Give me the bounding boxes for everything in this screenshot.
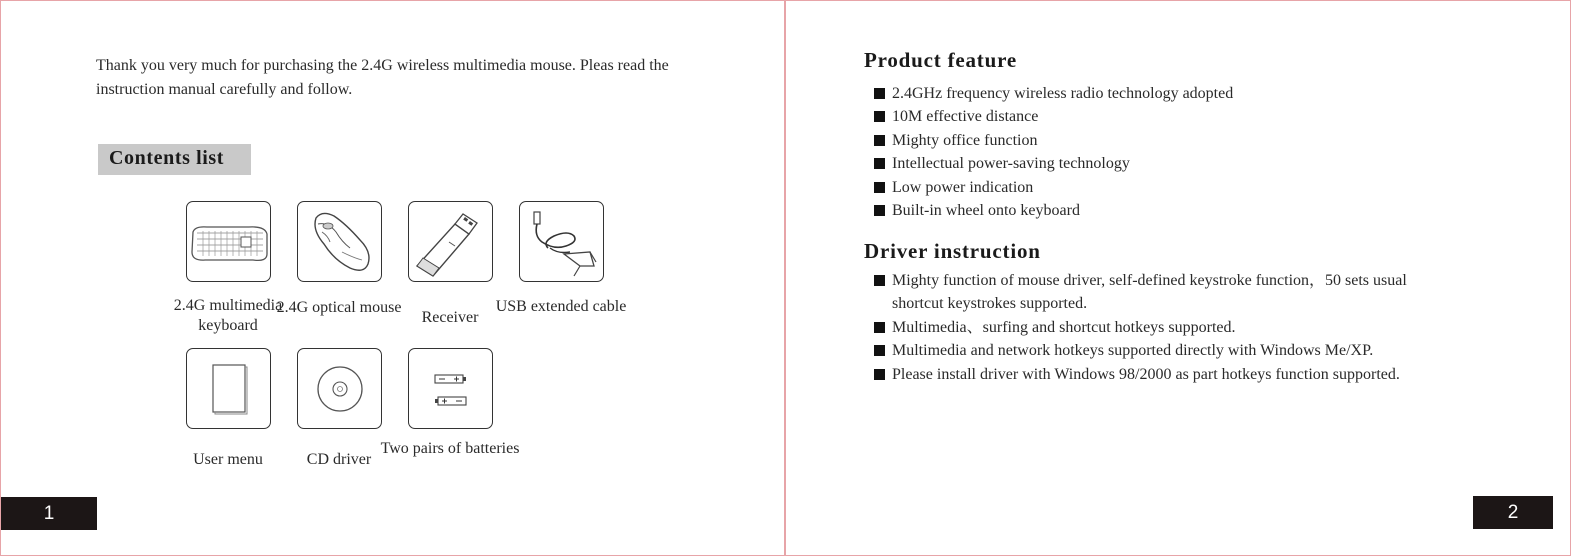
receiver-label: Receiver (421, 309, 479, 326)
left-page (0, 0, 786, 556)
driver-list (870, 269, 1450, 386)
usb-cable-label: USB extended cable (495, 298, 627, 315)
feature-item: Intellectual power-saving technology (870, 152, 1430, 175)
feature-item: 10M effective distance (870, 105, 1430, 128)
driver-instruction-heading: Driver instruction (864, 239, 1041, 263)
mouse-label: 2.4G optical mouse (276, 299, 402, 316)
keyboard-icon (186, 201, 271, 282)
driver-item: Please install driver with Windows 98/2000 as part hotkeys function supported. (870, 363, 1450, 386)
manual-icon (186, 348, 271, 429)
driver-item: Multimedia and network hotkeys supported directly with Windows Me/XP. (870, 339, 1450, 362)
cd-label: CD driver (306, 451, 372, 468)
mouse-icon (297, 201, 382, 282)
page-number-right: 2 (1473, 496, 1553, 529)
batteries-icon (408, 348, 493, 429)
product-feature-heading: Product feature (864, 48, 1017, 72)
feature-item: Built-in wheel onto keyboard (870, 199, 1430, 222)
feature-list (870, 82, 1430, 222)
batteries-label: Two pairs of batteries (380, 440, 520, 457)
feature-item: Low power indication (870, 176, 1430, 199)
intro-text: Thank you very much for purchasing the 2.4G wireless multimedia mouse. Pleas read the instruction manual carefully and follow. (96, 57, 669, 98)
feature-item: Mighty office function (870, 129, 1430, 152)
usb-cable-icon (519, 201, 604, 282)
driver-item: Mighty function of mouse driver, self-defined keystroke function，50 sets usual shortcut keystrokes supported. (870, 269, 1450, 316)
keyboard-label: 2.4G multimedia keyboard (173, 297, 283, 334)
contents-heading: Contents list (98, 144, 251, 175)
feature-item: 2.4GHz frequency wireless radio technology adopted (870, 82, 1430, 105)
cd-icon (297, 348, 382, 429)
page-number-left: 1 (1, 497, 97, 530)
driver-item: Multimedia、surfing and shortcut hotkeys supported. (870, 316, 1450, 339)
usb-receiver-icon (408, 201, 493, 282)
manual-label: User menu (193, 451, 263, 468)
